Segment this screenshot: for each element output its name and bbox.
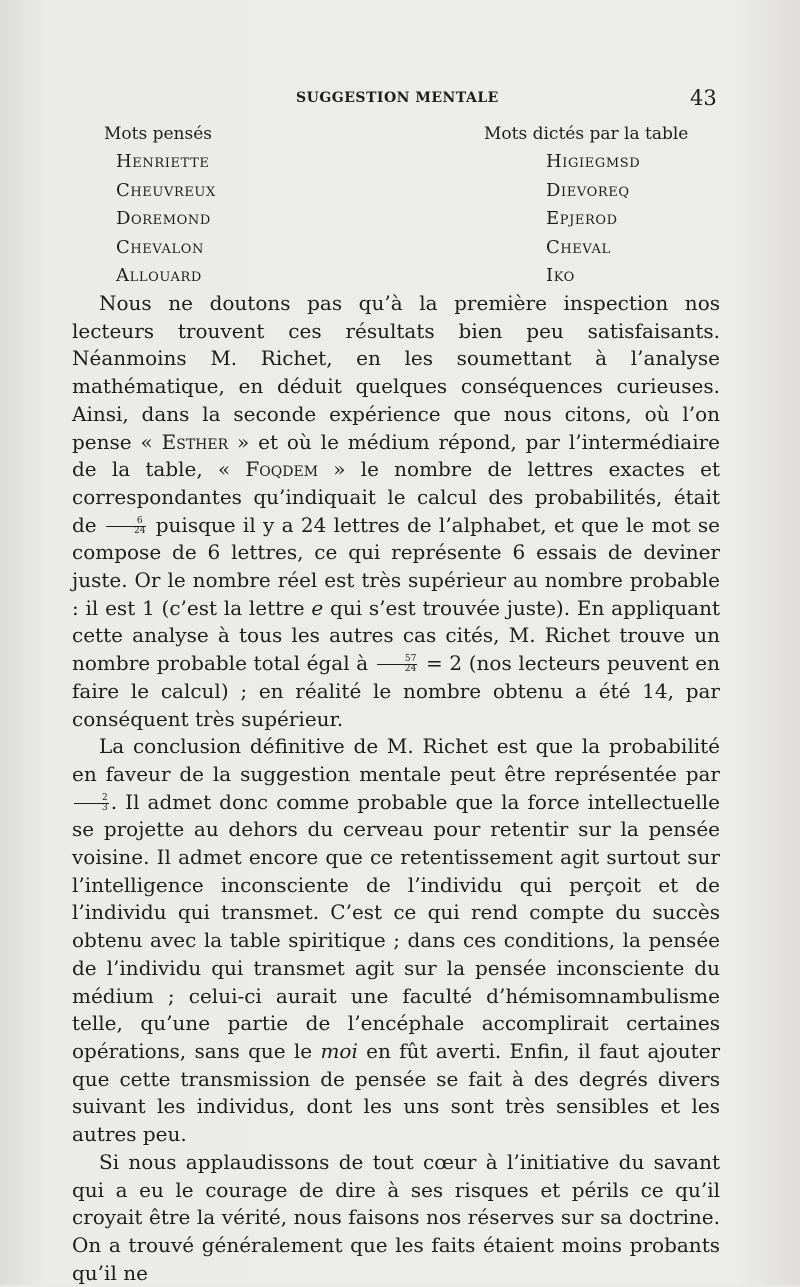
text-run: » le nombre de lettres exactes et correspondantes qu’indiquait le calcul des probabilités, était de (72, 457, 720, 537)
thought-word: Henriette (116, 151, 210, 172)
text-run: . Il admet donc comme probable que la force intellectuelle se projette au dehors du cerveau pour retentir sur la pensée voisine. Il admet encore que ce retentissement agit surtout sur l’intelligence inconsciente de l’individu qui perçoit et de l’individu qui transmet. C’est ce qui rend compte du succès obtenu avec la table spiritique ; dans ces conditions, la pensée de l’individu qui transmet agit sur la pensée inconsciente du médium ; celui-ci aurait une faculté d’hémisomnambulisme telle, qu’une partie de l’encéphale accomplirait certaines opérations, sans que le (72, 789, 720, 1063)
thought-word-inline: Esther (161, 429, 229, 454)
paragraph-3 (72, 1149, 720, 1287)
text-run: = 2 (nos lecteurs peuvent en faire le calcul) ; en réalité le nombre obtenu a été 14, par conséquent très supérieur. (72, 651, 720, 731)
body-text (72, 290, 720, 1287)
dictated-word: Higiegmsd (546, 151, 641, 172)
thought-words-heading: Mots pensés (104, 124, 213, 144)
text-run: » et où le médium répond, par l’intermédiaire de la table, « (72, 429, 721, 482)
page-number: 43 (690, 86, 717, 110)
fraction-denominator: 24 (133, 525, 146, 536)
thought-word: Allouard (116, 265, 202, 286)
text-run: Nous ne doutons pas qu’à la première inspection nos lecteurs trouvent ces résultats bien peu satisfaisants. Néanmoins M. Richet, en les soumettant à l’analyse mathématique, en déduit quelques conséquences curieuses. Ainsi, dans la seconde expérience que nous citons, où l’on pense « (72, 291, 720, 454)
dictated-words-column (484, 120, 688, 291)
italic-word: moi (320, 1038, 358, 1063)
text-run: puisque il y a 24 lettres de l’alphabet, et que le mot se compose de 6 lettres, ce qui représente 6 essais de deviner juste. Or le nombre réel est très supérieur au nombre probable : il est 1 (c’est la lettre (72, 512, 721, 620)
fraction (106, 517, 146, 536)
fraction (377, 655, 417, 674)
fraction-numerator: 6 (106, 517, 146, 527)
fraction (74, 794, 109, 813)
fraction-denominator: 3 (102, 802, 108, 813)
thought-word: Chevalon (116, 236, 204, 258)
text-run: en fût averti. Enfin, il faut ajouter que cette transmission de pensée se fait à des degrés divers suivant les individus, dont les uns sont très sensibles et les autres peu. (72, 1038, 721, 1147)
thought-words-column (104, 120, 216, 291)
dictated-word: Epjerod (546, 208, 618, 229)
fraction-numerator: 57 (377, 655, 417, 665)
thought-word: Doremond (116, 208, 211, 229)
running-head: SUGGESTION MENTALE (296, 90, 499, 106)
dictated-words-heading: Mots dictés par la table (484, 124, 689, 144)
paragraph-2 (72, 733, 720, 1149)
text-run: Si nous applaudissons de tout cœur à l’initiative du savant qui a eu le courage de dire à ses risques et périls ce qu’il croyait être la vérité, nous faisons nos réserves sur sa doctrine. On a trouvé généralement que les faits étaient moins probants qu’il ne (72, 1149, 720, 1285)
text-run: La conclusion définitive de M. Richet est que la probabilité en faveur de la suggestion mentale peut être représentée par (72, 734, 720, 786)
fraction-numerator: 2 (74, 794, 109, 804)
dictated-word: Iko (546, 265, 575, 286)
dictated-word: Dievoreq (546, 179, 630, 201)
dictated-word: Cheval (546, 236, 611, 258)
text-run: qui s’est trouvée juste). En appliquant cette analyse à tous les autres cas cités, M. Richet trouve un nombre probable total égal à (72, 595, 720, 676)
page-header (0, 86, 800, 114)
italic-letter: e (311, 595, 324, 620)
thought-word: Cheuvreux (116, 179, 216, 201)
fraction-denominator: 24 (404, 664, 417, 675)
paragraph-1 (72, 290, 720, 733)
dictated-word-inline: Foqdem (245, 457, 319, 482)
